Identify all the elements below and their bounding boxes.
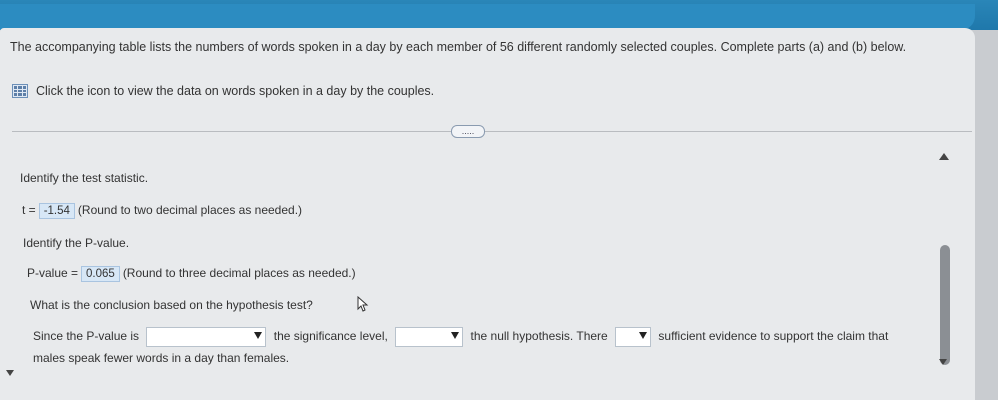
chevron-down-icon [451,332,459,339]
conclusion-heading: What is the conclusion based on the hypothesis test? [30,298,313,312]
question-prompt: The accompanying table lists the numbers of words spoken in a day by each member of 56 different randomly selected couples. Complete parts (a) and (b) below. [10,40,907,54]
chevron-down-icon [254,332,262,339]
pvalue-heading: Identify the P-value. [23,236,130,250]
pvalue-label: P-value = [27,266,79,280]
data-link-text: Click the icon to view the data on words spoken in a day by the couples. [36,84,435,98]
null-text: the null hypothesis. There [470,329,608,344]
expand-toggle-button[interactable]: ..... [451,125,485,138]
evidence-dropdown[interactable] [615,327,651,347]
significance-text: the significance level, [273,329,388,344]
sufficient-text: sufficient evidence to support the claim that [658,329,889,344]
pvalue-row [27,266,356,282]
scroll-down-icon[interactable] [939,359,947,365]
chevron-down-icon [639,332,647,339]
top-bar-band [0,4,975,30]
scroll-up-icon[interactable] [939,153,949,160]
pvalue-hint: (Round to three decimal places as needed.) [122,266,356,280]
table-grid-icon[interactable] [12,84,28,98]
top-bar [0,0,998,30]
since-text: Since the P-value is [33,329,140,344]
scrollbar-thumb[interactable] [940,245,950,365]
mouse-pointer-icon [356,296,370,312]
scroll-down-left-icon[interactable] [6,370,14,376]
section-divider [12,131,972,132]
t-value-answer[interactable]: -1.54 [39,203,75,219]
t-hint: (Round to two decimal places as needed.) [77,203,303,217]
data-link[interactable] [12,84,434,98]
t-label: t = [22,203,36,217]
claim-text: males speak fewer words in a day than females. [33,351,290,365]
test-stat-heading: Identify the test statistic. [20,171,149,185]
pvalue-answer[interactable]: 0.065 [81,266,120,282]
null-decision-dropdown[interactable] [395,327,463,347]
test-stat-row [22,203,302,219]
conclusion-row [33,327,888,347]
vertical-scrollbar[interactable] [933,145,957,380]
pvalue-comparison-dropdown[interactable] [146,327,266,347]
